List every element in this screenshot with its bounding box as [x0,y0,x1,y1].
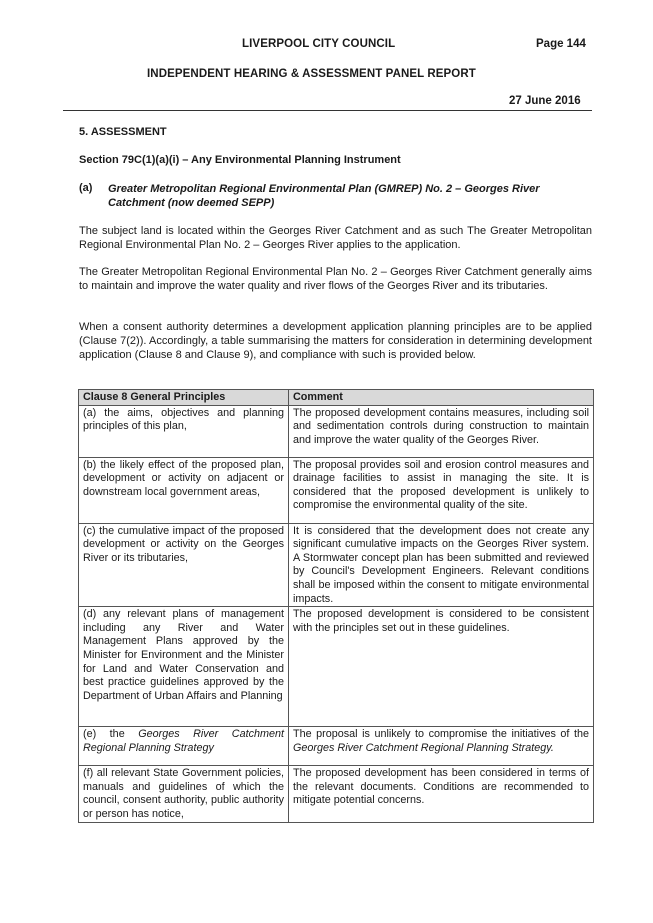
assessment-table [78,389,594,823]
principle-italic: Georges River Catchment Regional Planning Strategy [83,728,284,754]
comment-italic: Georges River Catchment Regional Planning Strategy [293,741,551,754]
report-date: 27 June 2016 [509,95,581,107]
principle-cell: (b) the likely effect of the proposed plan, development or activity on adjacent or downstream local government areas, [79,457,289,523]
comment-cell: The proposed development has been considered in terms of the relevant documents. Conditions are recommended to mitigate potential concerns. [289,766,594,822]
section-heading: 5. ASSESSMENT [79,126,167,138]
comment-prefix: The proposal is unlikely to compromise the initiatives of the [293,728,589,741]
principle-cell: (f) all relevant State Government policies, manuals and guidelines of which the council, consent authority, public authority or person has notice, [79,766,289,822]
principle-prefix: (e) the [83,728,139,741]
comment-cell: The proposed development is considered to be consistent with the principles set out in these guidelines. [289,607,594,727]
header-comment: Comment [289,390,594,406]
header-divider [63,110,592,111]
paragraph-1: The subject land is located within the Georges River Catchment and as such The Greater Metropolitan Regional Environmental Plan No. 2 – Georges River applies to the application. [79,225,592,251]
principle-cell: (c) the cumulative impact of the proposed development or activity on the Georges River or its tributaries, [79,523,289,607]
principle-cell: (d) any relevant plans of management including any River and Water Management Plans approved by the Minister for Environment and the Minister for Land and Water Conservation and best practice guidelines approved by the Department of Urban Affairs and Planning [79,607,289,727]
comment-cell: The proposed development contains measures, including soil and sedimentation controls during construction to maintain and improve the water quality of the Georges River. [289,405,594,457]
item-label: (a) [79,182,93,194]
paragraph-3: When a consent authority determines a development application planning principles are to be applied (Clause 7(2)). Accordingly, a table summarising the matters for consideration in determining development application (Clause 8 and Clause 9), and compliance with such is provided below. [79,321,592,361]
report-title: INDEPENDENT HEARING & ASSESSMENT PANEL REPORT [147,68,476,80]
table-row [79,457,594,523]
comment-cell [289,727,594,766]
council-name: LIVERPOOL CITY COUNCIL [242,38,396,50]
page-number: Page 144 [536,38,586,50]
table-header-row [79,390,594,406]
table-row [79,727,594,766]
table-row [79,405,594,457]
table-row [79,523,594,607]
principle-cell: (a) the aims, objectives and planning principles of this plan, [79,405,289,457]
table-row [79,607,594,727]
table-row [79,766,594,822]
comment-cell: The proposal provides soil and erosion control measures and drainage facilities to assist in managing the site. It is considered that the proposed development is unlikely to compromise the environmental quality of the site. [289,457,594,523]
comment-suffix: . [550,741,554,754]
comment-cell: It is considered that the development does not create any significant cumulative impacts on the Georges River system. A Stormwater concept plan has been submitted and reviewed by Council's Development Engineers. Relevant conditions shall be imposed within the consent to mitigate environmental impacts. [289,523,594,607]
header-principles: Clause 8 General Principles [79,390,289,406]
principle-cell [79,727,289,766]
item-title: Greater Metropolitan Regional Environmental Plan (GMREP) No. 2 – Georges River Catchment (now deemed SEPP) [108,183,540,209]
subsection-heading: Section 79C(1)(a)(i) – Any Environmental Planning Instrument [79,154,401,166]
paragraph-2: The Greater Metropolitan Regional Environmental Plan No. 2 – Georges River Catchment generally aims to maintain and improve the water quality and river flows of the Georges River and its tributaries. [79,266,592,292]
